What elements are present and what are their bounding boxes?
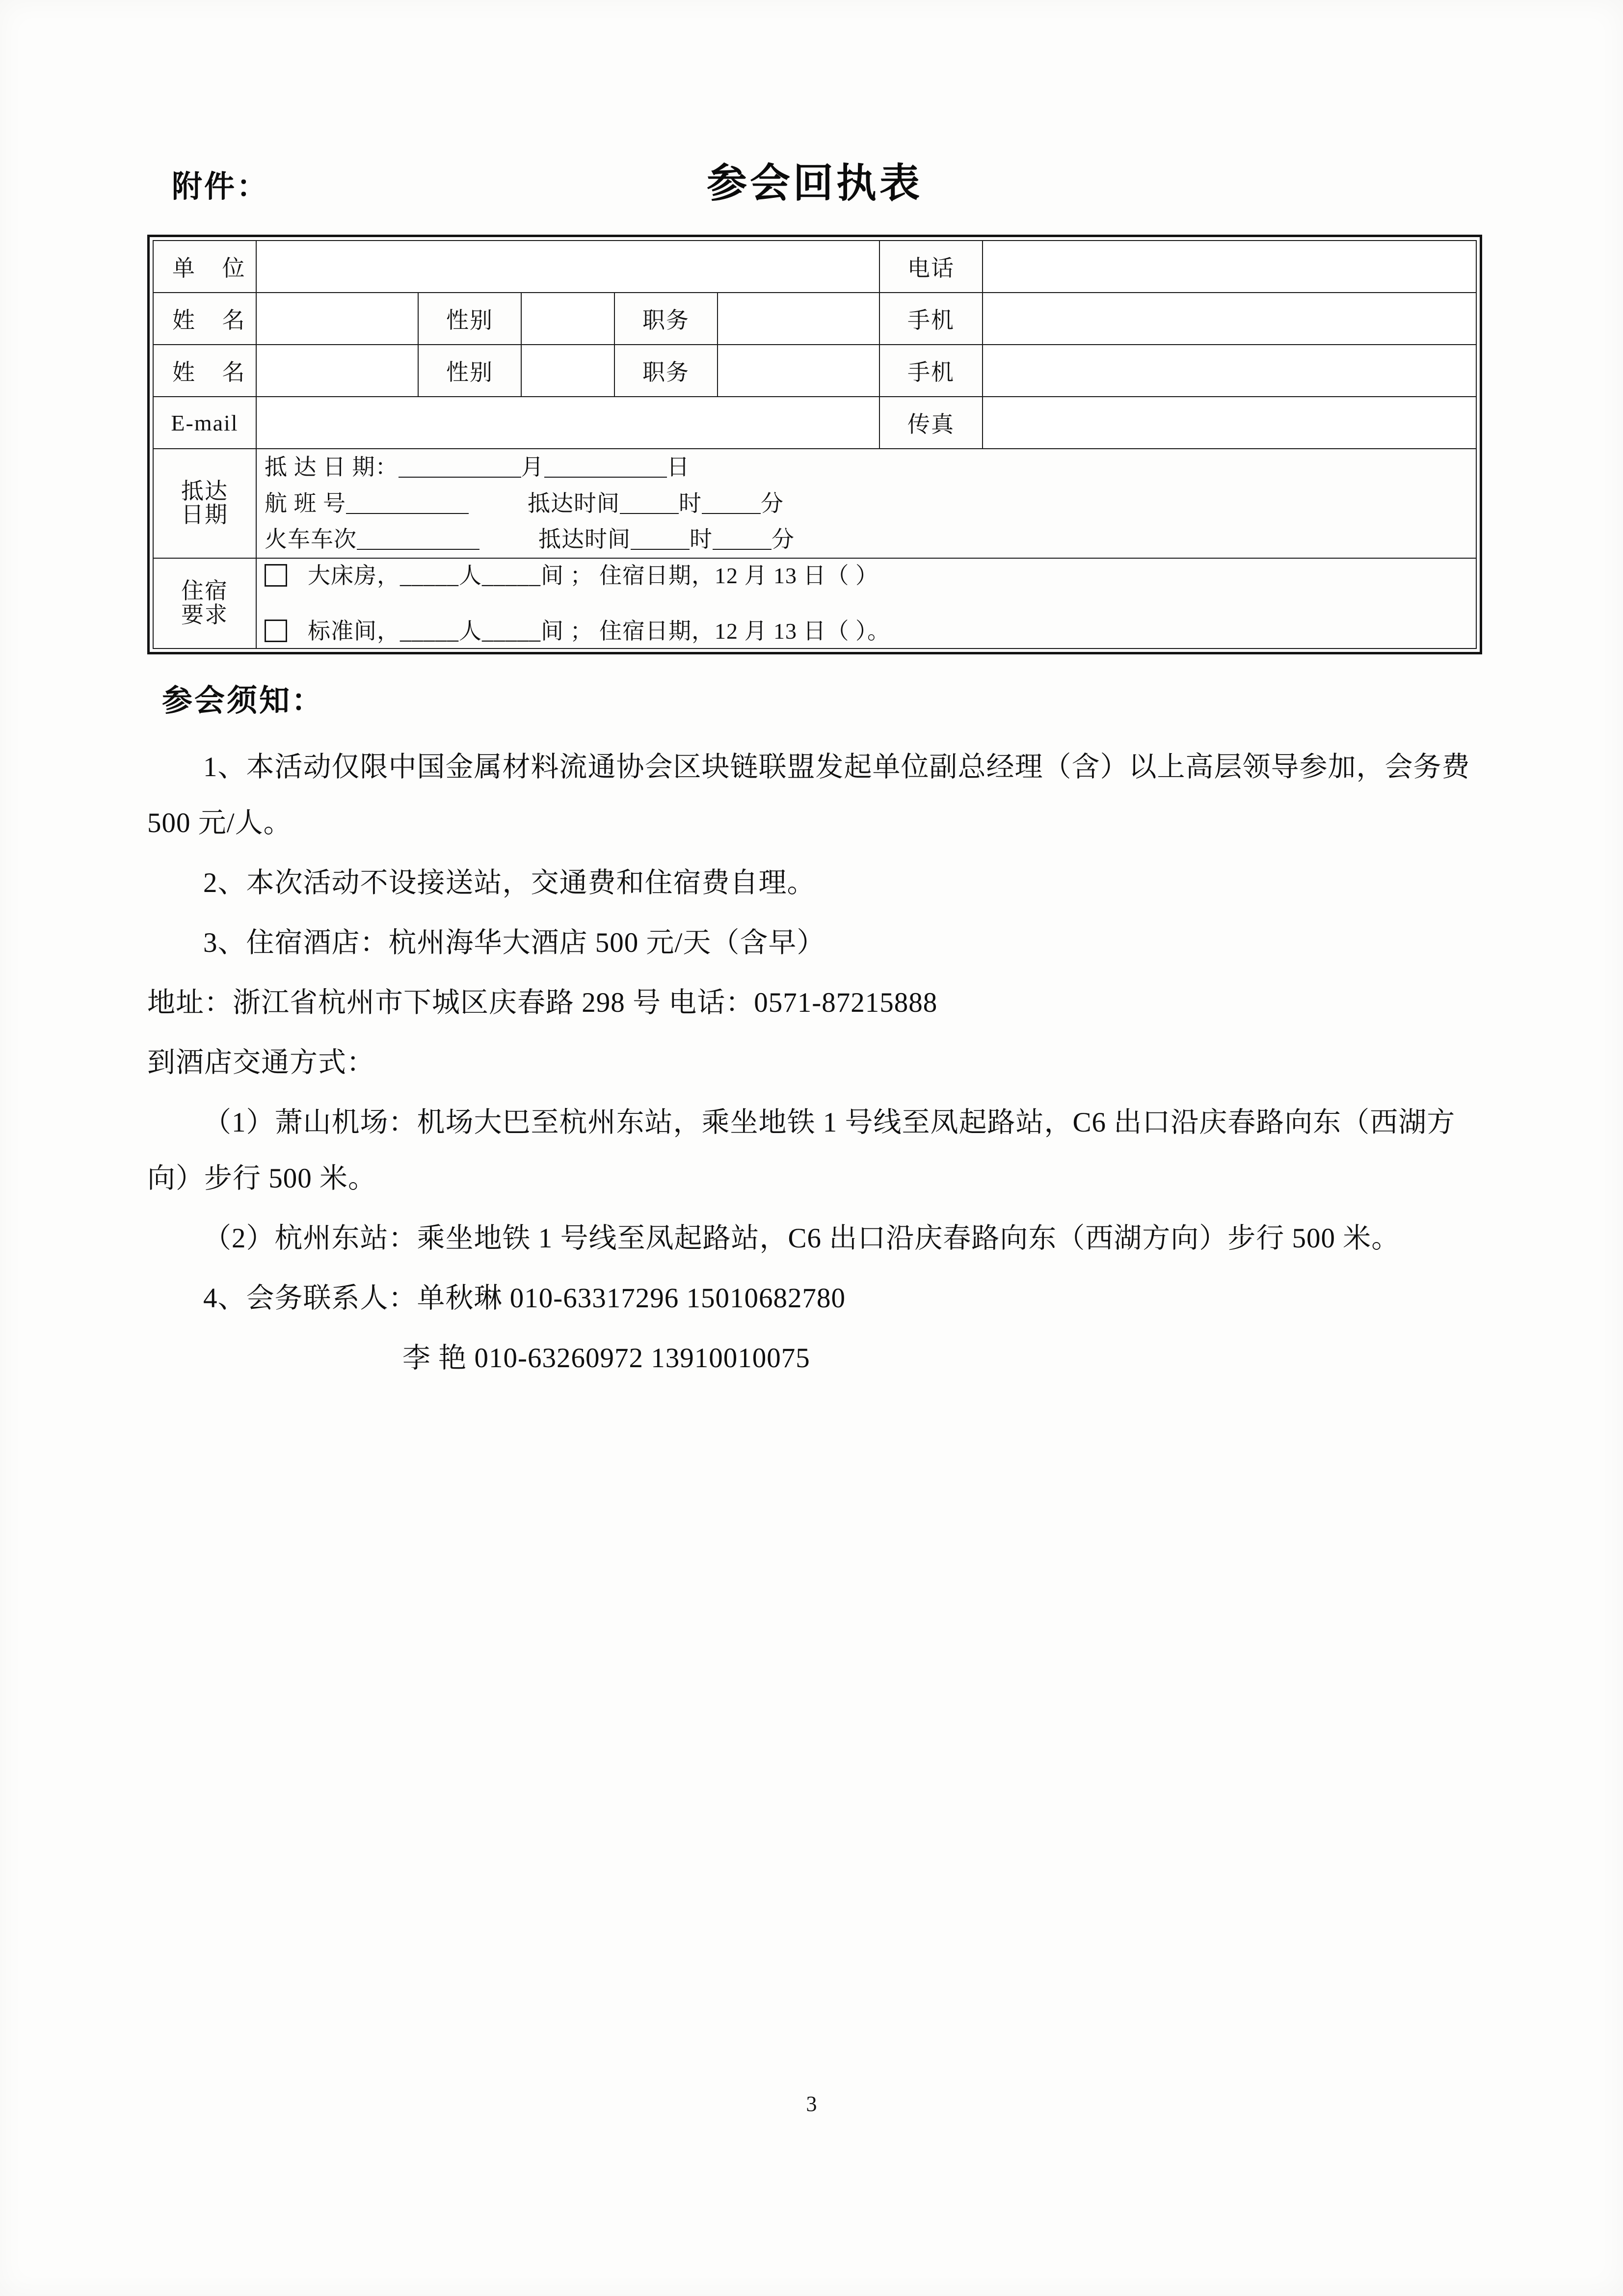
notice-item-4: 地址：浙江省杭州市下城区庆春路 298 号 电话：0571-87215888	[147, 987, 938, 1018]
label-mobile-2: 手机	[879, 345, 983, 397]
train-min-blank[interactable]	[713, 526, 772, 550]
label-lodging-line2: 要求	[181, 602, 228, 627]
label-name-2: 姓 名	[153, 345, 256, 397]
table-row	[153, 345, 1476, 397]
arrival-date-label: 抵 达 日 期：	[265, 455, 399, 480]
train-no-blank[interactable]	[357, 526, 479, 550]
label-arrival-line2: 日期	[181, 502, 228, 528]
notice-item-2: 2、本次活动不设接送站，交通费和住宿费自理。	[203, 867, 816, 898]
title-row	[147, 147, 1482, 226]
arrival-flight-line	[265, 486, 1468, 522]
arrival-day-blank[interactable]	[544, 454, 667, 478]
field-gender-1[interactable]	[521, 293, 614, 345]
field-mobile-1[interactable]	[983, 293, 1476, 345]
field-company[interactable]	[256, 241, 879, 293]
flight-min-blank[interactable]	[702, 490, 761, 514]
table-row	[153, 293, 1476, 345]
field-name-2[interactable]	[256, 345, 418, 397]
train-min-unit: 分	[772, 527, 795, 552]
page-number: 3	[806, 2092, 817, 2116]
field-gender-2[interactable]	[521, 345, 614, 397]
arrival-date-line	[265, 449, 1468, 486]
label-gender-1: 性别	[418, 293, 521, 345]
table-row	[153, 241, 1476, 293]
notice-title: 参会须知：	[162, 683, 324, 718]
notice-item-3: 3、住宿酒店：杭州海华大酒店 500 元/天（含早）	[203, 927, 825, 958]
label-lodging-line1: 住宿	[181, 578, 228, 604]
table-row-arrival	[153, 449, 1476, 558]
flight-no-label: 航 班 号	[265, 490, 346, 516]
lodging-option-1[interactable]	[265, 559, 1468, 593]
notice-item-5: 到酒店交通方式：	[147, 1047, 375, 1078]
label-arrival	[153, 449, 256, 558]
notice-item-1: 1、本活动仅限中国金属材料流通协会区块链联盟发起单位副总经理（含）以上高层领导参加，会务费 500 元/人。	[147, 751, 1470, 838]
arrival-month-blank[interactable]	[399, 454, 521, 478]
field-phone[interactable]	[983, 241, 1476, 293]
train-hour-unit: 时	[690, 527, 713, 552]
arrival-day-unit: 日	[666, 455, 690, 480]
label-arrival-line1: 抵达	[181, 479, 228, 504]
label-company: 单 位	[153, 241, 256, 293]
label-position-2: 职务	[614, 345, 718, 397]
train-time-label: 抵达时间	[538, 527, 631, 552]
checkbox-big-bed[interactable]	[265, 564, 287, 587]
label-lodging	[153, 558, 256, 648]
table-row-lodging	[153, 558, 1476, 648]
notice-contact-second: 李 艳 010-63260972 13910010075	[402, 1342, 810, 1374]
field-email[interactable]	[256, 397, 879, 449]
flight-time-label: 抵达时间	[528, 490, 620, 516]
flight-no-blank[interactable]	[346, 490, 469, 514]
arrival-details[interactable]	[256, 449, 1476, 558]
flight-hour-unit: 时	[679, 490, 702, 516]
checkbox-standard-room[interactable]	[265, 620, 287, 642]
field-mobile-2[interactable]	[983, 345, 1476, 397]
form-table	[153, 240, 1477, 649]
lodging-option-2-label: 标准间，_____人_____间 ； 住宿日期，12 月 13 日（ ）。	[308, 618, 890, 644]
notice-item-7: （2）杭州东站：乘坐地铁 1 号线至凤起路站，C6 出口沿庆春路向东（西湖方向）步行 500 米。	[203, 1222, 1400, 1254]
lodging-option-2[interactable]	[265, 614, 1468, 648]
lodging-option-1-label: 大床房，_____人_____间 ； 住宿日期，12 月 13 日（ ）	[308, 563, 878, 588]
label-phone: 电话	[879, 241, 983, 293]
lodging-details[interactable]	[256, 558, 1476, 648]
train-no-label: 火车车次	[265, 527, 357, 552]
label-fax: 传真	[879, 397, 983, 449]
label-email: E-mail	[153, 397, 256, 449]
field-position-1[interactable]	[718, 293, 879, 345]
label-position-1: 职务	[614, 293, 718, 345]
notice-item-8: 4、会务联系人：单秋琳 010-63317296 15010682780	[203, 1282, 846, 1314]
table-row	[153, 397, 1476, 449]
arrival-month-unit: 月	[521, 455, 544, 480]
flight-min-unit: 分	[761, 490, 784, 516]
page-content	[147, 147, 1482, 1390]
notice-item-6: （1）萧山机场：机场大巴至杭州东站，乘坐地铁 1 号线至凤起路站，C6 出口沿庆春路向东（西湖方向）步行 500 米。	[147, 1107, 1456, 1194]
train-hour-blank[interactable]	[631, 526, 690, 550]
field-position-2[interactable]	[718, 345, 879, 397]
attachment-label: 附件：	[172, 170, 269, 204]
field-fax[interactable]	[983, 397, 1476, 449]
page-title: 参会回执表	[706, 161, 923, 206]
arrival-train-line	[265, 521, 1468, 558]
notice-body	[147, 739, 1482, 1386]
label-mobile-1: 手机	[879, 293, 983, 345]
label-gender-2: 性别	[418, 345, 521, 397]
flight-hour-blank[interactable]	[620, 490, 679, 514]
registration-form	[147, 235, 1482, 654]
field-name-1[interactable]	[256, 293, 418, 345]
label-name-1: 姓 名	[153, 293, 256, 345]
